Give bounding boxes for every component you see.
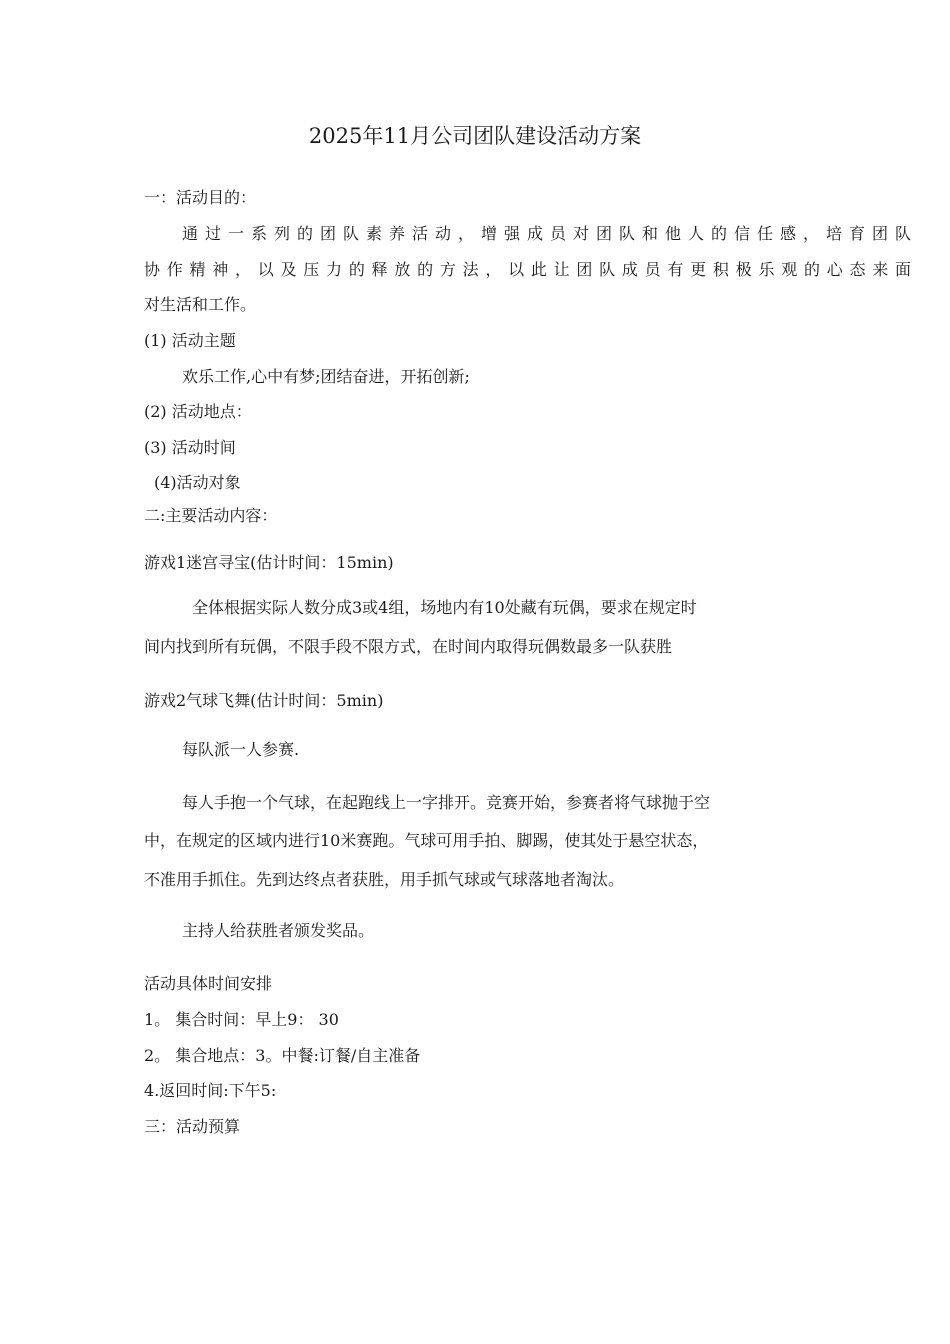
schedule-item: 2。 集合地点：3。中餐:订餐/自主准备: [144, 1046, 421, 1065]
schedule-item: 4.返回时间:下午5:: [144, 1081, 277, 1100]
schedule-heading: 活动具体时间安排: [144, 974, 273, 993]
game1-title: 游戏1迷宫寻宝(估计时间：15min): [144, 553, 394, 572]
game2-paragraph-line: 不准用手抓住。先到达终点者获胜，用手抓气球或气球落地者淘汰。: [144, 870, 625, 889]
section-heading-budget: 三：活动预算: [144, 1117, 241, 1136]
item-location-heading: (2) 活动地点：: [144, 402, 252, 421]
game1-paragraph-line: 间内找到所有玩偶，不限手段不限方式，在时间内取得玩偶数最多一队获胜: [144, 637, 673, 656]
item-audience-heading: (4)活动对象: [154, 473, 241, 492]
document-title: 2025年11月公司团队建设活动方案: [308, 124, 642, 148]
purpose-paragraph-line: 协作精神，以及压力的释放的方法，以此让团队成员有更积极乐观的心态来面: [144, 260, 912, 279]
theme-text: 欢乐工作,心中有梦;团结奋进，开拓创新;: [182, 367, 470, 386]
game2-paragraph-line: 每人手抱一个气球，在起跑线上一字排开。竞赛开始，参赛者将气球抛于空: [182, 793, 711, 812]
award-text: 主持人给获胜者颁发奖品。: [182, 921, 375, 940]
section-heading-purpose: 一：活动目的：: [144, 188, 257, 207]
game2-paragraph-line: 中，在规定的区域内进行10米赛跑。气球可用手拍、脚踢，使其处于悬空状态，: [144, 831, 709, 850]
purpose-paragraph-line: 通过一系列的团队素养活动，增强成员对团队和他人的信任感，培育团队: [182, 224, 912, 243]
schedule-item: 1。 集合时间：早上9： 30: [144, 1010, 339, 1029]
item-theme-heading: (1) 活动主题: [144, 331, 236, 350]
game2-title: 游戏2气球飞舞(估计时间：5min): [144, 691, 384, 710]
game2-team-text: 每队派一人参赛.: [182, 740, 300, 759]
section-heading-content: 二:主要活动内容：: [144, 506, 278, 525]
item-time-heading: (3) 活动时间: [144, 438, 236, 457]
game1-paragraph-line: 全体根据实际人数分成3或4组，场地内有10处藏有玩偶，要求在规定时: [192, 598, 697, 617]
purpose-paragraph-line: 对生活和工作。: [144, 295, 257, 314]
